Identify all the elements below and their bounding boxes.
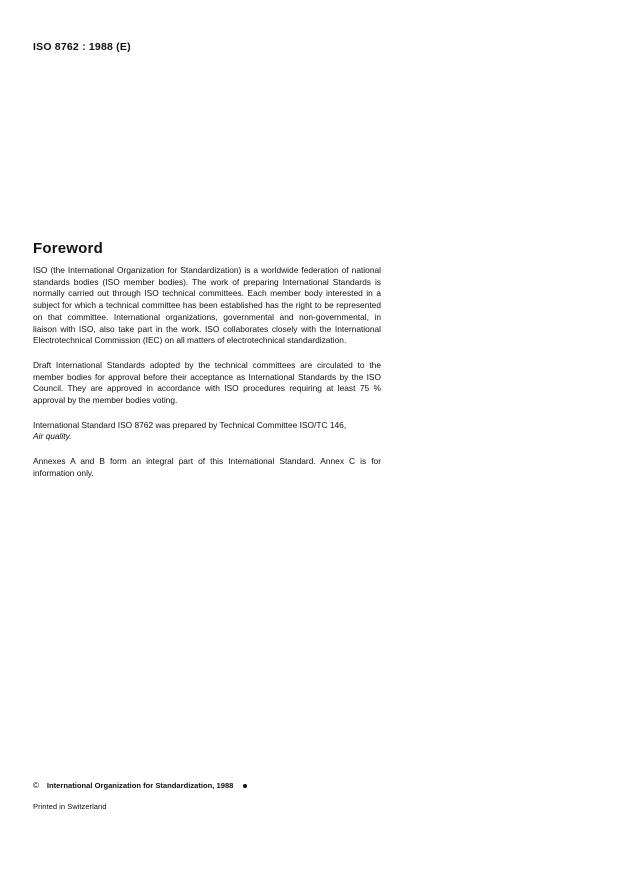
foreword-paragraph-annexes: Annexes A and B form an integral part of this International Standard. Annex C is for information only. <box>33 456 381 478</box>
foreword-paragraph-1: ISO (the International Organization for Standardization) is a worldwide federation of national standards bodies (ISO member bodies). The work of preparing International Standards is normally carried out through ISO technical committees. Each member body interested in a subject for which a technical committee has been established has the right to be represented on that committee. International organizations, governmental and non-governmental, in liaison with ISO, also take part in the work. ISO collaborates closely with the International Electrotechnical Commission (IEC) on all matters of electrotechnical standardization. <box>33 265 381 346</box>
prepared-by-text: International Standard ISO 8762 was prepared by Technical Committee ISO/TC 146, <box>33 419 347 430</box>
foreword-body <box>33 265 381 493</box>
copyright-icon: © <box>33 781 39 790</box>
printed-location: Printed in Switzerland <box>33 802 107 811</box>
foreword-paragraph-prepared-by <box>33 420 381 443</box>
copyright-text: International Organization for Standardization, 1988 <box>46 781 234 790</box>
foreword-title: Foreword <box>33 240 103 257</box>
committee-name: Air quality. <box>33 431 72 442</box>
bullet-icon <box>243 784 247 788</box>
standard-identifier: ISO 8762 : 1988 (E) <box>33 41 131 53</box>
copyright-line <box>33 781 247 790</box>
foreword-paragraph-2: Draft International Standards adopted by the technical committees are circulated to the member bodies for approval before their acceptance as International Standards by the ISO Council. They are approved in accordance with ISO procedures requiring at least 75 % approval by the member bodies voting. <box>33 359 381 406</box>
